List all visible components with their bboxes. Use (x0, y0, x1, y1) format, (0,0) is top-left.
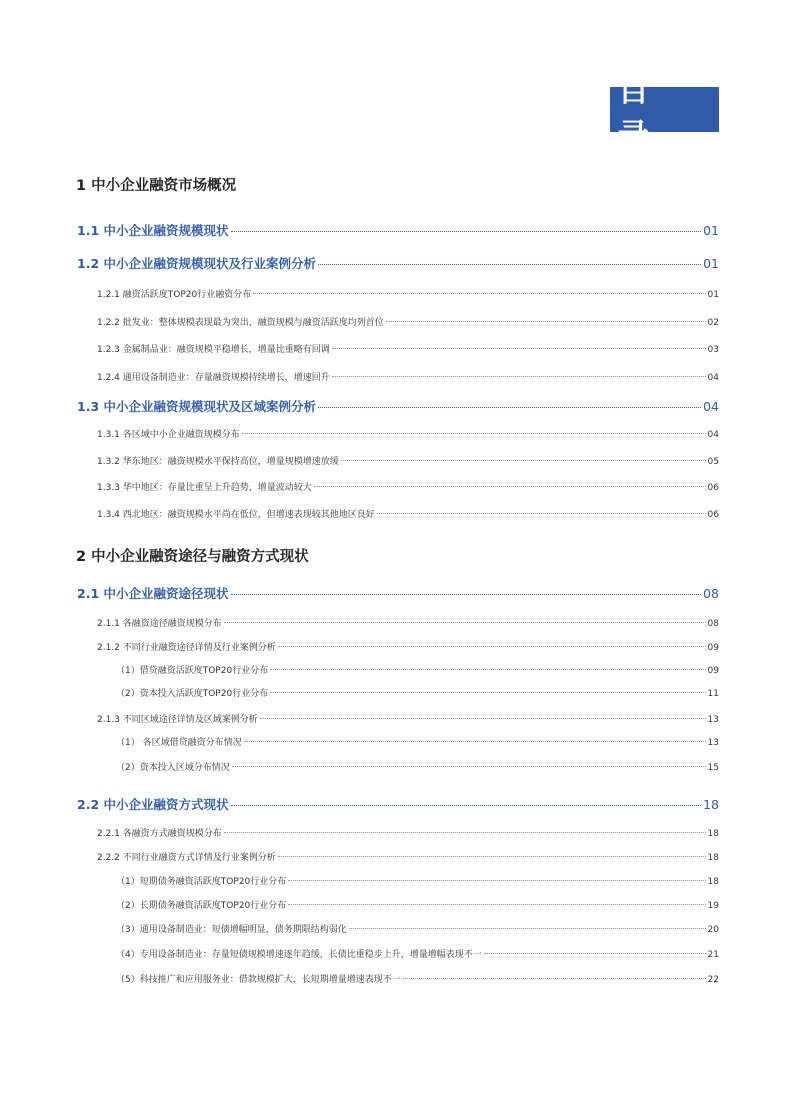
toc-entry-text: （3）通用设备制造业：短债增幅明显，债务期限结构弱化 (116, 925, 347, 935)
toc-section-entry[interactable] (77, 221, 719, 239)
toc-subsection-entry[interactable] (97, 287, 719, 300)
toc-entry-page: 18 (707, 877, 719, 887)
dot-leader (270, 669, 705, 670)
toc-entry-text: （2）长期债务融资活跃度TOP20行业分布 (116, 901, 287, 911)
toc-entry-text: （1）借贷融资活跃度TOP20行业分布 (116, 666, 269, 676)
toc-subsection-entry[interactable] (97, 370, 719, 383)
toc-subsection-entry[interactable] (97, 454, 719, 467)
toc-entry-text: 2.1.1 各融资途径融资规模分布 (97, 619, 222, 629)
dot-leader (232, 766, 706, 767)
chapter-heading (76, 545, 309, 566)
toc-entry-page: 21 (707, 950, 719, 960)
chapter-title: 2 中小企业融资途径与融资方式现状 (76, 549, 309, 565)
toc-entry-page: 11 (707, 689, 719, 699)
toc-subsection-entry[interactable] (97, 315, 719, 328)
toc-section-entry[interactable] (77, 397, 719, 415)
toc-entry-text: 1.2.3 金属制品业：融资规模平稳增长，增量比重略有回调 (97, 345, 330, 355)
toc-entry-text: 1.2.2 批发业：整体规模表现最为突出，融资规模与融资活跃度均列首位 (97, 318, 384, 328)
toc-entry-page: 06 (707, 510, 719, 520)
dot-leader (224, 832, 706, 833)
toc-entry-page: 13 (707, 738, 719, 748)
page-title: 目 录 (610, 87, 719, 132)
toc-entry-text: 1.2.1 融资活跃度TOP20行业融资分布 (97, 290, 252, 300)
dot-leader (314, 486, 706, 487)
toc-subsection-entry[interactable] (97, 712, 719, 725)
dot-leader (244, 741, 706, 742)
dot-leader (377, 513, 706, 514)
dot-leader (318, 264, 701, 265)
toc-item-entry[interactable] (116, 898, 719, 911)
toc-entry-page: 04 (703, 399, 719, 414)
toc-entry-text: 1.3.3 华中地区：存量比重呈上升趋势，增量波动较大 (97, 483, 312, 493)
toc-entry-text: 1.3 中小企业融资规模现状及区域案例分析 (77, 399, 316, 414)
dot-leader (341, 460, 706, 461)
toc-entry-page: 04 (707, 430, 719, 440)
chapter-heading (76, 174, 236, 195)
dot-leader (332, 348, 706, 349)
toc-item-entry[interactable] (116, 972, 719, 985)
toc-subsection-entry[interactable] (97, 640, 719, 653)
dot-leader (278, 646, 706, 647)
toc-subsection-entry[interactable] (97, 850, 719, 863)
toc-entry-text: 1.3.2 华东地区：融资规模水平保持高位，增量规模增速放缓 (97, 457, 339, 467)
toc-subsection-entry[interactable] (97, 342, 719, 355)
toc-entry-text: 1.2.4 通用设备制造业：存量融资规模持续增长，增速回升 (97, 373, 330, 383)
toc-entry-text: 2.1.2 不同行业融资途径详情及行业案例分析 (97, 643, 276, 653)
dot-leader (231, 805, 702, 806)
dot-leader (349, 928, 706, 929)
toc-entry-page: 13 (707, 715, 719, 725)
toc-entry-text: （2）资本投入区域分布情况 (116, 763, 230, 773)
dot-leader (231, 594, 702, 595)
toc-entry-text: 2.2 中小企业融资方式现状 (77, 797, 229, 812)
toc-entry-text: （1） 各区域借贷融资分布情况 (116, 738, 242, 748)
toc-item-entry[interactable] (116, 947, 719, 960)
dot-leader (386, 321, 706, 322)
toc-entry-text: 1.1 中小企业融资规模现状 (77, 223, 229, 238)
toc-entry-text: （4）专用设备制造业：存量短债规模增速逐年趋缓，长债比重稳步上升，增量增幅表现不一 (116, 950, 482, 960)
toc-entry-page: 03 (707, 345, 719, 355)
toc-entry-page: 08 (703, 586, 719, 601)
toc-entry-page: 18 (703, 797, 719, 812)
toc-entry-text: 1.3.1 各区域中小企业融资规模分布 (97, 430, 240, 440)
toc-entry-text: （1）短期债务融资活跃度TOP20行业分布 (116, 877, 287, 887)
toc-entry-text: 2.1.3 不同区域途径详情及区域案例分析 (97, 715, 258, 725)
toc-subsection-entry[interactable] (97, 826, 719, 839)
toc-subsection-entry[interactable] (97, 616, 719, 629)
dot-leader (403, 978, 706, 979)
toc-entry-page: 01 (703, 256, 719, 271)
dot-leader (288, 880, 705, 881)
toc-item-entry[interactable] (116, 760, 719, 773)
toc-entry-page: 09 (707, 643, 719, 653)
dot-leader (242, 433, 706, 434)
toc-entry-page: 20 (707, 925, 719, 935)
toc-entry-page: 18 (707, 829, 719, 839)
toc-entry-page: 01 (707, 290, 719, 300)
toc-entry-page: 18 (707, 853, 719, 863)
toc-entry-page: 02 (707, 318, 719, 328)
toc-subsection-entry[interactable] (97, 427, 719, 440)
toc-entry-page: 06 (707, 483, 719, 493)
toc-section-entry[interactable] (77, 254, 719, 272)
toc-entry-page: 22 (707, 975, 719, 985)
toc-item-entry[interactable] (116, 735, 719, 748)
toc-section-entry[interactable] (77, 795, 719, 813)
toc-item-entry[interactable] (116, 874, 719, 887)
toc-entry-page: 15 (707, 763, 719, 773)
dot-leader (332, 376, 706, 377)
toc-entry-page: 04 (707, 373, 719, 383)
toc-entry-text: （5）科技推广和应用服务业：借款规模扩大，长短期增量增速表现不一 (116, 975, 401, 985)
toc-section-entry[interactable] (77, 584, 719, 602)
dot-leader (224, 622, 706, 623)
toc-entry-text: 2.2.2 不同行业融资方式详情及行业案例分析 (97, 853, 276, 863)
dot-leader (253, 293, 705, 294)
toc-entry-page: 19 (707, 901, 719, 911)
dot-leader (484, 953, 706, 954)
toc-entry-text: 1.2 中小企业融资规模现状及行业案例分析 (77, 256, 316, 271)
chapter-title: 1 中小企业融资市场概况 (76, 178, 237, 194)
dot-leader (288, 904, 705, 905)
dot-leader (231, 231, 702, 232)
toc-subsection-entry[interactable] (97, 480, 719, 493)
toc-item-entry[interactable] (116, 922, 719, 935)
dot-leader (278, 856, 706, 857)
toc-entry-text: 2.2.1 各融资方式融资规模分布 (97, 829, 222, 839)
toc-entry-text: 1.3.4 西北地区：融资规模水平尚在低位，但增速表现较其他地区良好 (97, 510, 375, 520)
toc-entry-page: 09 (707, 666, 719, 676)
toc-entry-page: 05 (707, 457, 719, 467)
toc-item-entry[interactable] (116, 686, 719, 699)
dot-leader (260, 718, 706, 719)
dot-leader (270, 692, 705, 693)
toc-entry-text: （2）资本投入活跃度TOP20行业分布 (116, 689, 269, 699)
toc-entry-page: 01 (703, 223, 719, 238)
toc-item-entry[interactable] (116, 663, 719, 676)
dot-leader (318, 407, 701, 408)
toc-subsection-entry[interactable] (97, 507, 719, 520)
toc-entry-page: 08 (707, 619, 719, 629)
toc-entry-text: 2.1 中小企业融资途径现状 (77, 586, 229, 601)
